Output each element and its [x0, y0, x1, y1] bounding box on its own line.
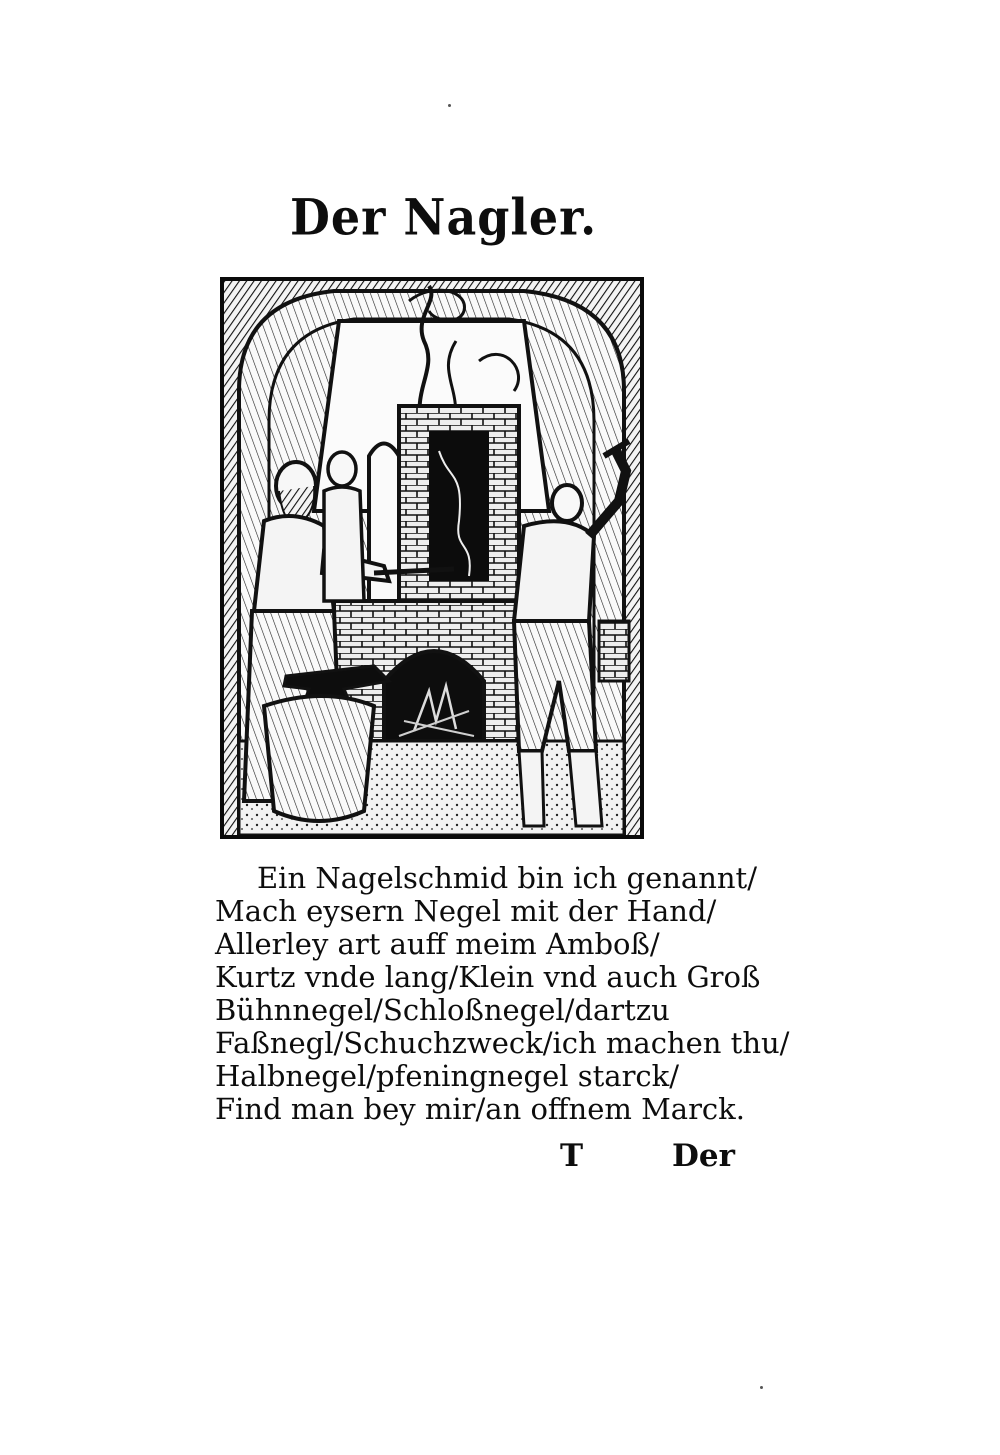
catchword: Der [672, 1138, 735, 1174]
ink-speck-top [448, 104, 451, 107]
signature-mark: T [560, 1138, 584, 1174]
page-title: Der Nagler. [290, 188, 598, 247]
verse-line: Allerley art auff meim Amboß/ [215, 927, 660, 961]
verse-line: Halbnegel/pfeningnegel starck/ [215, 1059, 680, 1093]
verse-line: Bühnnegel/Schloßnegel/dartzu [215, 993, 670, 1027]
woodcut-illustration [220, 277, 644, 839]
right-smith-head [552, 485, 582, 521]
verse-line: Ein Nagelschmid bin ich genannt/ [257, 861, 757, 895]
verse-line: Mach eysern Negel mit der Hand/ [215, 894, 717, 928]
woodcut-image [224, 281, 640, 835]
right-smith-torso [514, 521, 594, 621]
verse-block [215, 861, 790, 1126]
verse-line: Kurtz vnde lang/Klein vnd auch Groß [215, 960, 761, 994]
stump [264, 696, 374, 821]
verse-line: Find man bey mir/an offnem Marck. [215, 1092, 745, 1126]
ink-speck-bottom [760, 1386, 763, 1389]
verse-line: Faßnegl/Schuchzweck/ich machen thu/ [215, 1026, 790, 1060]
boy-head [328, 452, 356, 486]
